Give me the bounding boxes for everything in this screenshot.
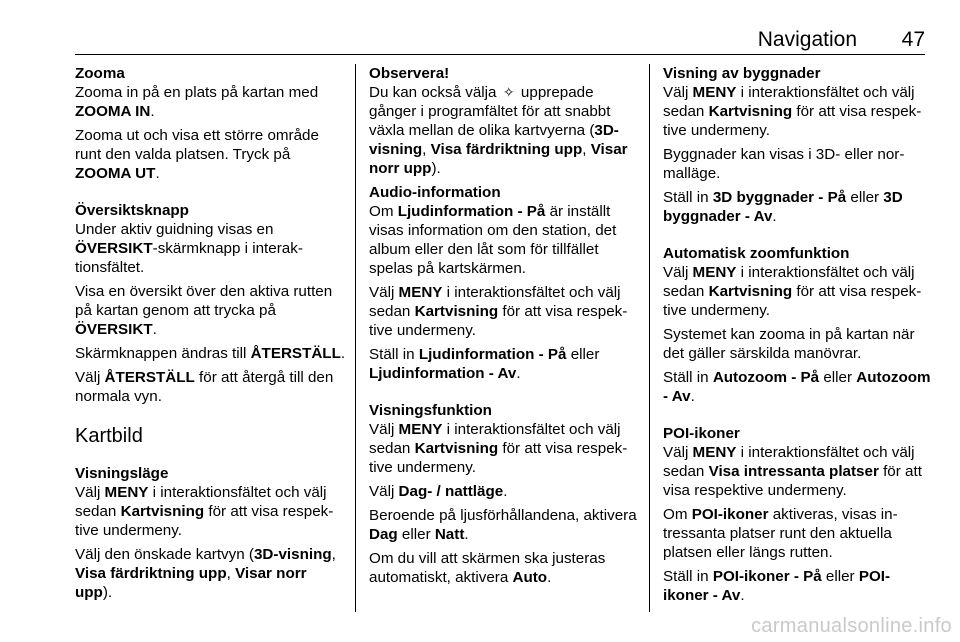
paragraph: Om Ljudinformation - På är inställt visas information om den station, det album eller den låt som för tillfället spelas på kartskärmen. — [369, 203, 617, 277]
paragraph: Välj MENY i interaktionsfältet och välj sedan Visa intressanta platser för att visa respektive undermeny. — [663, 444, 922, 499]
paragraph: Under aktiv guidning visas en ÖVERSIKT-skärmknapp i interaktionsfältet. — [75, 221, 303, 276]
paragraph: Zooma ut och visa ett större område runt den valda platsen. Tryck på ZOOMA UT. — [75, 127, 319, 182]
rotate-selector-icon: ✧ — [502, 84, 515, 100]
note-heading: Observera! — [369, 65, 450, 82]
column-left — [75, 64, 347, 607]
paragraph: Systemet kan zooma in på kartan när det gäller särskilda manövrar. — [663, 326, 915, 362]
paragraph: Ställ in Autozoom - På eller Autozoom - Av. — [663, 369, 931, 405]
page-title: Navigation — [757, 28, 857, 51]
column-divider — [649, 64, 650, 612]
note-paragraph: Du kan också välja ✧ upprepade gånger i programfältet för att snabbt växla mellan de olika kartvyerna (3D-visning, Visa färdriktning upp, Visar norr upp). — [369, 84, 628, 177]
paragraph: Ställ in POI-ikoner - På eller POI-ikoner - Av. — [663, 568, 891, 604]
section-heading: POI-ikoner — [663, 425, 740, 442]
section-heading: Översiktsknapp — [75, 202, 189, 219]
paragraph: Välj den önskade kartvyn (3D-visning, Visa färdriktning upp, Visar norr upp). — [75, 546, 336, 601]
paragraph: Välj MENY i interaktionsfältet och välj sedan Kartvisning för att visa respektive undermeny. — [663, 264, 922, 319]
section-heading: Visningsläge — [75, 465, 169, 482]
column-right — [663, 64, 931, 610]
paragraph: Zooma in på en plats på kartan med ZOOMA IN. — [75, 84, 319, 120]
paragraph: Välj MENY i interaktionsfältet och välj sedan Kartvisning för att visa respektive undermeny. — [369, 421, 628, 476]
paragraph: Skärmknappen ändras till ÅTERSTÄLL. — [75, 345, 346, 362]
column-divider — [355, 64, 356, 612]
column-middle — [369, 64, 641, 592]
paragraph: Om POI-ikoner aktiveras, visas intressanta platser runt den aktuella platsen eller längs rutten. — [663, 506, 898, 561]
section-heading: Audio-information — [369, 184, 501, 201]
paragraph: Välj MENY i interaktionsfältet och välj sedan Kartvisning för att visa respektive undermeny. — [75, 484, 334, 539]
paragraph: Ställ in 3D byggnader - På eller 3D byggnader - Av. — [663, 189, 903, 225]
watermark: carmanualsonline.info — [751, 615, 952, 637]
paragraph: Välj ÅTERSTÄLL för att återgå till den normala vyn. — [75, 369, 334, 405]
paragraph: Välj MENY i interaktionsfältet och välj sedan Kartvisning för att visa respektive undermeny. — [663, 84, 922, 139]
page-header — [75, 26, 925, 54]
chapter-heading: Kartbild — [75, 425, 143, 447]
paragraph: Byggnader kan visas i 3D- eller normalläge. — [663, 146, 905, 182]
paragraph: Om du vill att skärmen ska justeras automatiskt, aktivera Auto. — [369, 550, 606, 586]
page-number: 47 — [901, 28, 925, 51]
section-heading: Zooma — [75, 65, 125, 82]
paragraph: Visa en översikt över den aktiva rutten på kartan genom att trycka på ÖVERSIKT. — [75, 283, 333, 338]
paragraph: Beroende på ljusförhållandena, aktivera Dag eller Natt. — [369, 507, 637, 543]
section-heading: Visningsfunktion — [369, 402, 492, 419]
paragraph: Ställ in Ljudinformation - På eller Ljudinformation - Av. — [369, 346, 600, 382]
section-heading: Automatisk zoomfunktion — [663, 245, 850, 262]
paragraph: Välj MENY i interaktionsfältet och välj sedan Kartvisning för att visa respektive undermeny. — [369, 284, 628, 339]
header-rule — [75, 54, 925, 55]
section-heading: Visning av byggnader — [663, 65, 821, 82]
paragraph: Välj Dag- / nattläge. — [369, 483, 508, 500]
